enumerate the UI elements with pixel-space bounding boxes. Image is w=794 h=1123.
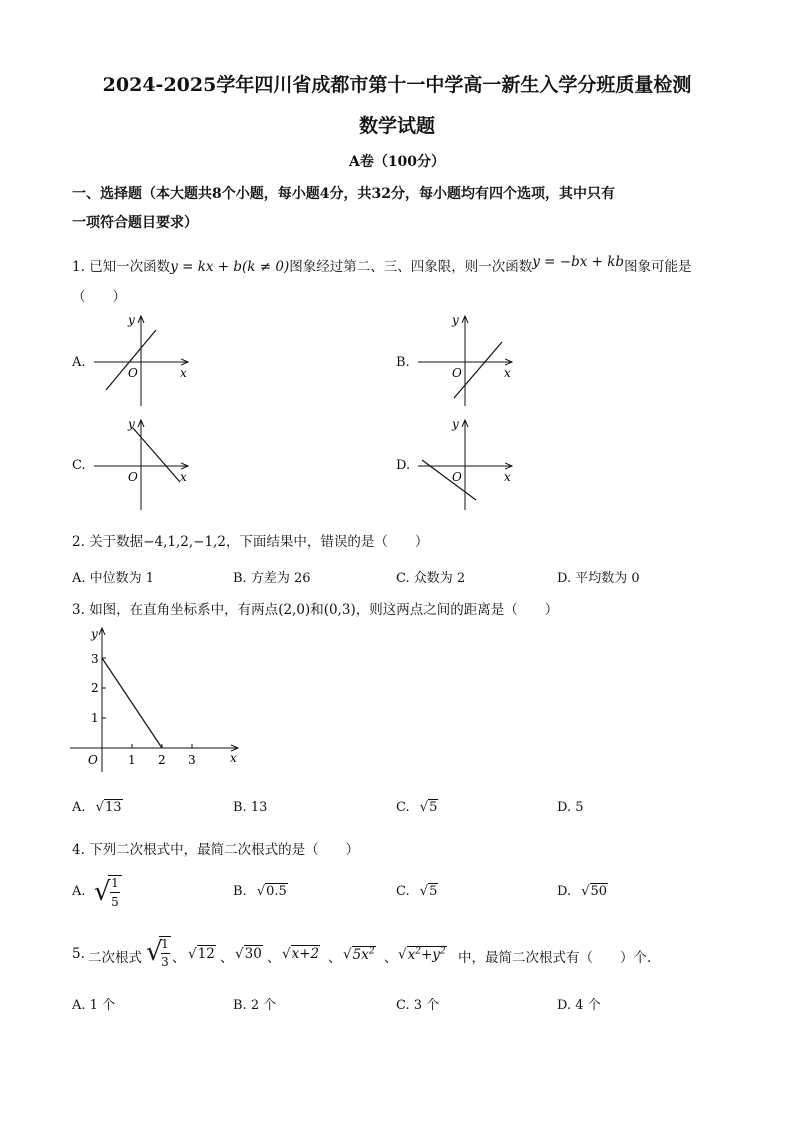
x-tick-label: 2 <box>158 753 166 767</box>
question-4 <box>72 838 359 858</box>
formula: y = kx + b(k ≠ 0) <box>170 259 290 275</box>
data-list: −4,1,2,−1,2 <box>143 534 226 550</box>
axis-y-label: y <box>128 417 135 431</box>
graph-option-b[interactable] <box>412 310 522 410</box>
question-text: 中，最简二次根式有（ ）个. <box>458 950 652 966</box>
option-d[interactable]: D. √50 <box>557 884 608 899</box>
question-text: 下列二次根式中，最简二次根式的是（ ） <box>89 842 360 858</box>
origin-label: O <box>88 753 98 767</box>
graph-option-c[interactable] <box>88 414 198 514</box>
origin-label: O <box>452 470 462 484</box>
origin-label: O <box>128 470 138 484</box>
formula: y = −bx + kb <box>532 254 625 270</box>
option-d[interactable]: D. 4 个 <box>557 998 601 1013</box>
page-title: 2024-2025学年四川省成都市第十一中学高一新生入学分班质量检测 <box>102 74 692 96</box>
question-2 <box>72 530 428 550</box>
option-b[interactable]: B. 13 <box>233 800 268 815</box>
question-text: 图象经过第二、三、四象限，则一次函数 <box>289 259 533 275</box>
option-c[interactable]: C. √5 <box>396 884 438 899</box>
option-d[interactable]: D. 平均数为 0 <box>557 571 640 586</box>
function-line <box>106 330 156 390</box>
question-text: 图象可能是 <box>624 259 692 275</box>
question-text: 已知一次函数 <box>89 259 171 275</box>
coordinate-graph <box>66 622 246 772</box>
question-text: 二次根式 <box>88 950 142 966</box>
function-line <box>133 428 180 482</box>
question-text: ，下面结果中，错误的是（ ） <box>225 534 429 550</box>
y-tick-label: 3 <box>91 652 99 666</box>
question-number: 2. <box>72 534 85 550</box>
axis-y-label: y <box>128 313 135 327</box>
paper-part: A卷（100分） <box>348 154 446 170</box>
point: (2,0) <box>278 602 311 618</box>
axis-y-label: y <box>452 313 459 327</box>
axis-x-label: x <box>180 366 187 380</box>
question-number: 4. <box>72 842 85 858</box>
section-heading-cont: 一项符合题目要求） <box>72 215 198 231</box>
question-text: ，则这两点之间的距离是（ ） <box>355 602 559 618</box>
question-text: 如图，在直角坐标系中，有两点 <box>89 602 279 618</box>
option-b[interactable]: B. √0.5 <box>233 884 287 899</box>
option-c[interactable]: C. √5 <box>396 800 438 815</box>
origin-label: O <box>128 366 138 380</box>
graph-option-d[interactable] <box>412 414 522 514</box>
origin-label: O <box>452 366 462 380</box>
axis-x-label: x <box>504 366 511 380</box>
option-c[interactable]: C. 3 个 <box>396 998 440 1013</box>
axis-y-label: y <box>452 417 459 431</box>
option-a[interactable]: A. 中位数为 1 <box>72 571 155 586</box>
page-subtitle: 数学试题 <box>358 115 435 137</box>
point: (0,3) <box>323 602 356 618</box>
y-tick-label: 2 <box>91 681 99 695</box>
option-d[interactable]: D. 5 <box>557 800 584 815</box>
option-b[interactable]: B. 2 个 <box>233 998 277 1013</box>
option-b[interactable]: B. 方差为 26 <box>233 571 311 586</box>
section-heading: 一、选择题（本大题共8个小题，每小题4分，共32分，每小题均有四个选项，其中只有 <box>72 186 615 202</box>
answer-paren: （ ） <box>72 289 126 305</box>
question-5: 5. 二次根式 √ 1 3 、 √12 、 √30 、 √x+2 、 $√5x^2$ 、 $√x^2+y^2$ 中，最简二次根式有（ ）个. <box>72 937 652 969</box>
axis-y-label: y <box>91 627 98 641</box>
axis-x-label: x <box>230 751 237 765</box>
graph-option-a[interactable] <box>88 310 198 410</box>
y-tick-label: 1 <box>91 711 99 725</box>
option-c[interactable]: C. 众数为 2 <box>396 571 466 586</box>
x-tick-label: 1 <box>128 753 136 767</box>
option-label[interactable]: B. <box>396 355 410 370</box>
question-number: 1. <box>72 259 85 275</box>
question-1 <box>72 255 692 275</box>
option-label[interactable]: C. <box>72 458 86 473</box>
axis-x-label: x <box>180 470 187 484</box>
question-number: 3. <box>72 602 85 618</box>
x-tick-label: 3 <box>188 753 196 767</box>
option-label[interactable]: A. <box>72 355 86 370</box>
option-a[interactable]: A. √13 <box>72 800 122 815</box>
axis-x-label: x <box>504 470 511 484</box>
question-3: 3. 如图，在直角坐标系中，有两点(2,0)和(0,3)，则这两点之间的距离是（ ） <box>72 602 559 618</box>
option-a[interactable]: A. 1 个 <box>72 998 116 1013</box>
question-text: 关于数据 <box>89 534 144 550</box>
segment <box>102 658 162 748</box>
question-number: 5. <box>72 946 85 962</box>
option-label[interactable]: D. <box>396 458 411 473</box>
